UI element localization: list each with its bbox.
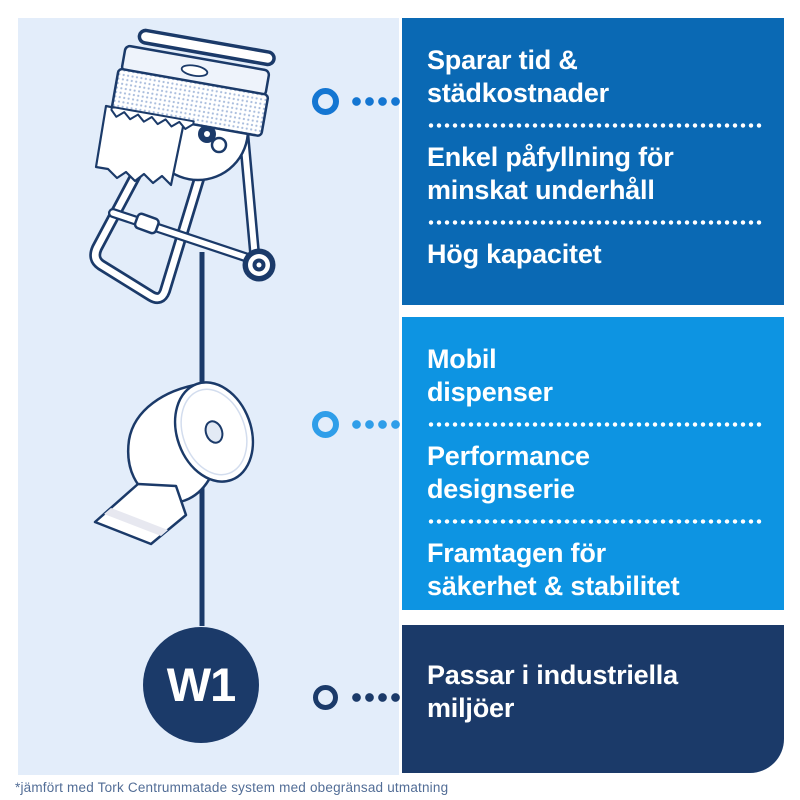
illustration-svg	[18, 18, 399, 775]
floor-stand-dispenser-illustration	[95, 33, 275, 298]
feature-line: designserie	[427, 474, 575, 504]
feature-line: Passar i industriella	[427, 660, 678, 690]
illustration-panel	[18, 18, 399, 775]
connector-dots-middle	[350, 420, 404, 429]
wheel-icon	[243, 249, 276, 282]
dotted-separator	[427, 519, 764, 524]
benefits-panel-environment	[402, 625, 784, 773]
feature-item	[427, 533, 764, 607]
feature-line: städkostnader	[427, 78, 609, 108]
feature-item	[427, 655, 764, 729]
feature-line: Mobil	[427, 344, 497, 374]
feature-item	[427, 137, 764, 211]
feature-line: minskat underhåll	[427, 175, 655, 205]
feature-line: Framtagen för	[427, 538, 606, 568]
feature-line: Enkel påfyllning för	[427, 142, 674, 172]
feature-line: Sparar tid &	[427, 45, 578, 75]
dotted-separator	[427, 123, 764, 128]
connector-dots-top	[350, 97, 404, 106]
feature-item	[427, 339, 764, 413]
connector-ring-middle	[312, 411, 339, 438]
dotted-separator	[427, 422, 764, 427]
connector-ring-bottom	[313, 685, 338, 710]
paper-roll-illustration	[95, 371, 266, 544]
w1-system-badge	[143, 627, 259, 743]
feature-line: dispenser	[427, 377, 553, 407]
feature-line: säkerhet & stabilitet	[427, 571, 680, 601]
w1-badge-label: W1	[166, 658, 236, 711]
feature-line: Performance	[427, 441, 590, 471]
connector-ring-top	[312, 88, 339, 115]
connector-dots-bottom	[350, 693, 404, 702]
benefits-panel-dispenser	[402, 18, 784, 305]
feature-line: Hög kapacitet	[427, 239, 602, 269]
benefits-panel-roll	[402, 317, 784, 610]
feature-line: miljöer	[427, 693, 515, 723]
footnote: *jämfört med Tork Centrummatade system med obegränsad utmatning	[15, 780, 449, 795]
dotted-separator	[427, 220, 764, 225]
feature-item	[427, 436, 764, 510]
feature-item	[427, 234, 764, 275]
feature-item	[427, 40, 764, 114]
